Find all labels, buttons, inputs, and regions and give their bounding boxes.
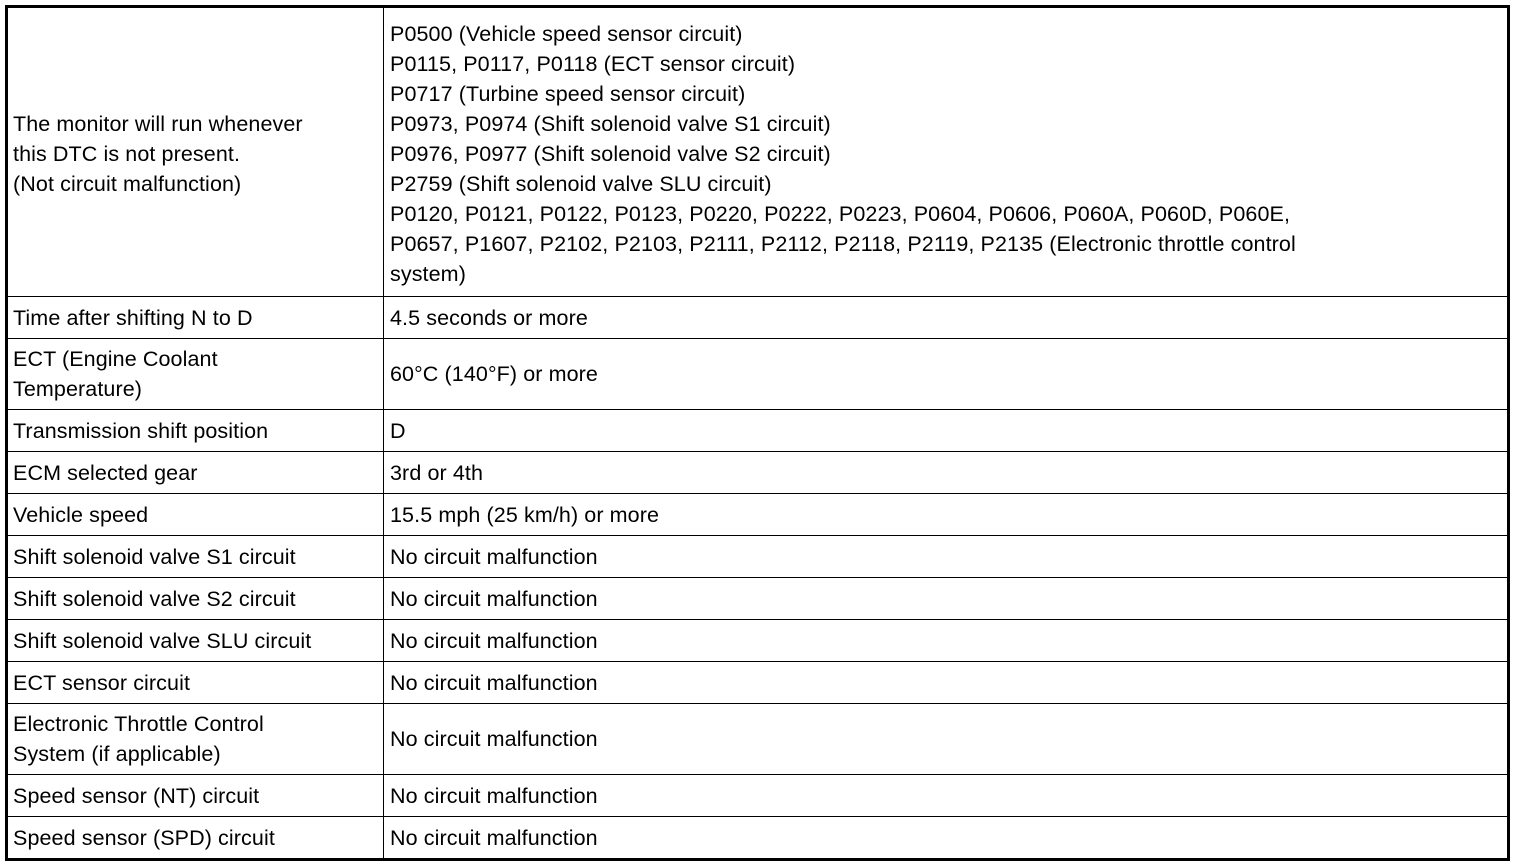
value-cell bbox=[384, 7, 1509, 297]
parameter-cell bbox=[7, 704, 384, 775]
table-row bbox=[7, 578, 1509, 620]
parameter-cell bbox=[7, 339, 384, 410]
parameter-cell: Speed sensor (SPD) circuit bbox=[7, 817, 384, 860]
parameter-text: ECT (Engine Coolant bbox=[13, 347, 218, 371]
value-cell: No circuit malfunction bbox=[384, 662, 1509, 704]
parameter-cell: Shift solenoid valve SLU circuit bbox=[7, 620, 384, 662]
parameter-cell: Speed sensor (NT) circuit bbox=[7, 775, 384, 817]
value-cell: No circuit malfunction bbox=[384, 536, 1509, 578]
parameter-text: Temperature) bbox=[13, 377, 143, 401]
table-row bbox=[7, 339, 1509, 410]
dtc-list-item: P0120, P0121, P0122, P0123, P0220, P0222, P0223, P0604, P0606, P060A, P060D, P060E, bbox=[390, 202, 1291, 226]
dtc-list-item: P0500 (Vehicle speed sensor circuit) bbox=[390, 22, 743, 46]
parameter-text: this DTC is not present. bbox=[13, 142, 241, 166]
table-row bbox=[7, 7, 1509, 297]
dtc-list-item: P0717 (Turbine speed sensor circuit) bbox=[390, 82, 746, 106]
parameter-cell: Time after shifting N to D bbox=[7, 297, 384, 339]
value-cell: 4.5 seconds or more bbox=[384, 297, 1509, 339]
dtc-list-item: P0657, P1607, P2102, P2103, P2111, P2112, P2118, P2119, P2135 (Electronic throttle control bbox=[390, 232, 1296, 256]
table-row bbox=[7, 536, 1509, 578]
table-row bbox=[7, 775, 1509, 817]
parameter-text: Electronic Throttle Control bbox=[13, 712, 264, 736]
parameter-cell: Vehicle speed bbox=[7, 494, 384, 536]
value-cell: No circuit malfunction bbox=[384, 775, 1509, 817]
parameter-cell: ECT sensor circuit bbox=[7, 662, 384, 704]
value-cell: No circuit malfunction bbox=[384, 620, 1509, 662]
value-cell: No circuit malfunction bbox=[384, 817, 1509, 860]
parameter-cell: Shift solenoid valve S2 circuit bbox=[7, 578, 384, 620]
value-cell: No circuit malfunction bbox=[384, 578, 1509, 620]
table-row bbox=[7, 494, 1509, 536]
monitor-conditions-table bbox=[5, 5, 1510, 861]
table-row bbox=[7, 662, 1509, 704]
parameter-text: System (if applicable) bbox=[13, 742, 221, 766]
value-cell: 15.5 mph (25 km/h) or more bbox=[384, 494, 1509, 536]
parameter-text: (Not circuit malfunction) bbox=[13, 172, 242, 196]
table-row bbox=[7, 817, 1509, 860]
table-row bbox=[7, 410, 1509, 452]
parameter-cell: ECM selected gear bbox=[7, 452, 384, 494]
parameter-text: The monitor will run whenever bbox=[13, 112, 303, 136]
dtc-list-item: P2759 (Shift solenoid valve SLU circuit) bbox=[390, 172, 772, 196]
table-row bbox=[7, 452, 1509, 494]
parameter-cell bbox=[7, 7, 384, 297]
table-row bbox=[7, 704, 1509, 775]
parameter-cell: Transmission shift position bbox=[7, 410, 384, 452]
dtc-list-item: system) bbox=[390, 262, 466, 286]
table-row bbox=[7, 620, 1509, 662]
dtc-list-item: P0973, P0974 (Shift solenoid valve S1 circuit) bbox=[390, 112, 831, 136]
table-row bbox=[7, 297, 1509, 339]
dtc-list-item: P0115, P0117, P0118 (ECT sensor circuit) bbox=[390, 52, 796, 76]
value-cell: 3rd or 4th bbox=[384, 452, 1509, 494]
value-cell: 60°C (140°F) or more bbox=[384, 339, 1509, 410]
parameter-cell: Shift solenoid valve S1 circuit bbox=[7, 536, 384, 578]
value-cell: No circuit malfunction bbox=[384, 704, 1509, 775]
value-cell: D bbox=[384, 410, 1509, 452]
dtc-list-item: P0976, P0977 (Shift solenoid valve S2 circuit) bbox=[390, 142, 831, 166]
